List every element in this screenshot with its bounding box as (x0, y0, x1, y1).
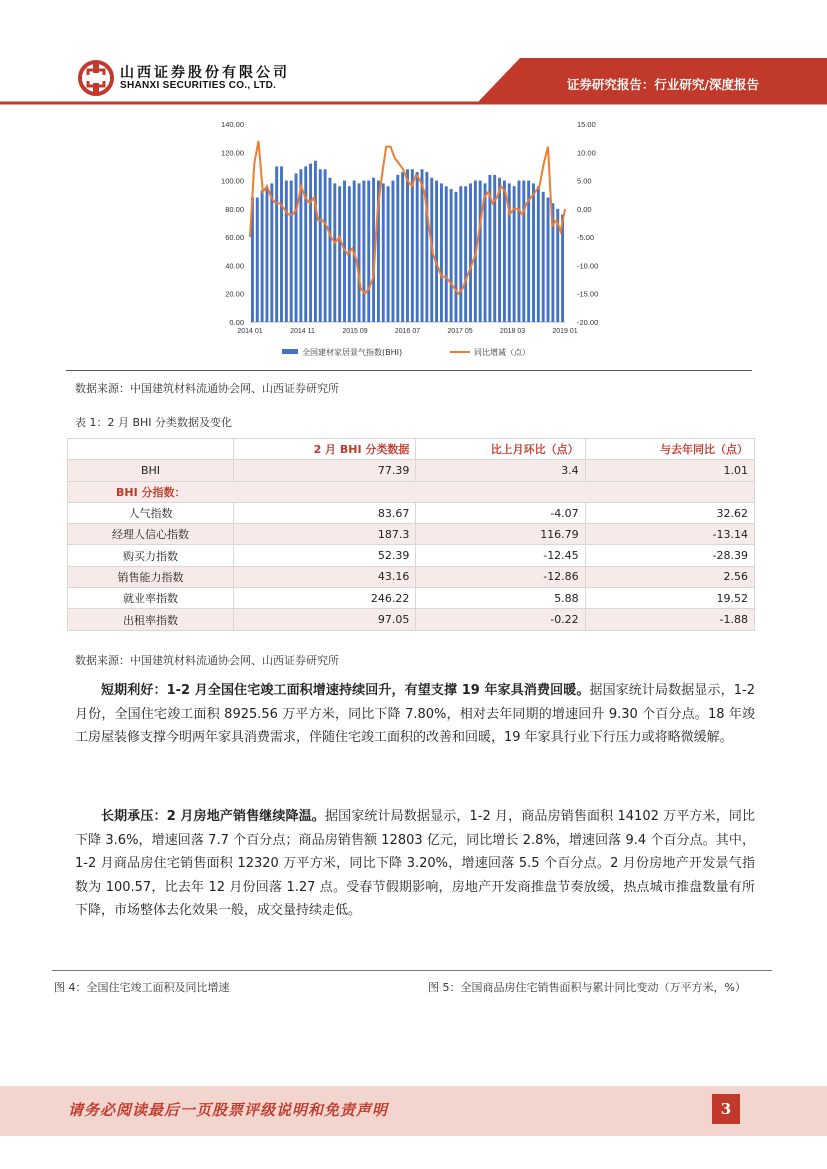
table-cell: 97.05 (234, 609, 416, 630)
bar-mark (425, 172, 428, 322)
bar-mark (304, 166, 307, 322)
bar-mark (367, 181, 370, 322)
page-header (0, 0, 827, 110)
bar-mark (435, 181, 438, 322)
row-label: BHI (68, 460, 234, 481)
report-type: 证券研究报告：行业研究/深度报告 (566, 77, 759, 92)
bar-mark (338, 186, 341, 322)
bar-mark (406, 169, 409, 322)
legend-bar-label: 全国建材家居景气指数(BHI) (302, 348, 403, 357)
bar-mark (450, 189, 453, 322)
bar-mark (518, 181, 521, 322)
row-label: 销售能力指数 (68, 566, 234, 587)
table-header-row (68, 439, 755, 460)
y-left-tick-label: 120.00 (221, 148, 244, 158)
table-cell: 116.79 (416, 524, 585, 545)
page-number: 3 (712, 1094, 740, 1124)
y-right-tick-label: -5.00 (577, 233, 595, 243)
table-cell: 2.56 (585, 566, 754, 587)
bar-mark (333, 183, 336, 322)
header-band (0, 0, 827, 110)
row-label: 人气指数 (68, 502, 234, 523)
bhi-table (67, 438, 755, 631)
bar-mark (547, 198, 550, 322)
y-right-tick-label: 10.00 (577, 148, 596, 158)
y-left-tick-label: 80.00 (225, 204, 244, 214)
bar-mark (382, 183, 385, 322)
chart-source: 数据来源：中国建筑材料流通协会网、山西证券研究所 (75, 382, 339, 395)
table-cell: 32.62 (585, 502, 754, 523)
table-cell: 77.39 (234, 460, 416, 481)
bar-mark (261, 190, 264, 322)
bar-mark (522, 181, 525, 322)
bar-mark (270, 183, 273, 322)
footer-disclaimer: 请务必阅读最后一页股票评级说明和免责声明 (68, 1101, 389, 1119)
bar-mark (362, 181, 365, 322)
paragraph-body: 据国家统计局数据显示，1-2 月，商品房销售面积 14102 万平方米，同比下降 3.6%，增速回落 7.7 个百分点；商品房销售额 12803 亿元，同比增长 2.8%，增速回落 9.4 个百分点。其中，1-2 月商品房住宅销售面积 12320 万平方米，同比下降 3.20%，增速回落 5.5 个百分点。2 月份房地产开发景气指数为 100.57，比去年 12 月份回落 1.27 点。受春节假期影响，房地产开发商推盘节奏放缓，热点城市推盘数量有所下降，市场整体去化效果一般，成交量持续走低。 (75, 809, 755, 919)
table-cell: 52.39 (234, 545, 416, 566)
x-tick-label: 2014 11 (290, 328, 315, 335)
row-label: 就业率指数 (68, 588, 234, 609)
bar-mark (358, 183, 361, 322)
y-left-tick-label: 0.00 (229, 318, 244, 327)
bar-mark (309, 164, 312, 322)
bar-mark (329, 178, 332, 322)
bar-mark (537, 186, 540, 322)
bar-mark (469, 183, 472, 322)
company-logo-icon (78, 60, 114, 96)
legend-bar-swatch (282, 349, 298, 354)
bar-mark (314, 161, 317, 322)
table-cell: 187.3 (234, 524, 416, 545)
table-cell: 19.52 (585, 588, 754, 609)
bar-mark (319, 169, 322, 322)
bar-mark (295, 174, 298, 323)
table-row (68, 460, 755, 481)
table-cell: 83.67 (234, 502, 416, 523)
y-right-tick-label: 15.00 (577, 120, 596, 129)
table-row (68, 545, 755, 566)
y-left-tick-label: 60.00 (225, 233, 244, 243)
bar-mark (396, 175, 399, 322)
company-name-en: SHANXI SECURITIES CO., LTD. (120, 80, 277, 91)
bhi-chart (210, 112, 599, 367)
y-right-tick-label: 5.00 (577, 176, 592, 186)
x-tick-label: 2016 07 (394, 328, 421, 335)
bar-mark (542, 192, 545, 322)
table-row (68, 524, 755, 545)
figure-4-caption: 图 4：全国住宅竣工面积及同比增速 (54, 981, 230, 994)
bar-mark (285, 181, 288, 322)
bar-mark (387, 186, 390, 322)
table-cell: -12.86 (416, 566, 585, 587)
table-caption: 表 1：2 月 BHI 分类数据及变化 (75, 416, 233, 429)
x-tick-label: 2014 01 (237, 328, 263, 335)
y-left-tick-label: 140.00 (221, 120, 244, 129)
bar-mark (513, 186, 516, 322)
paragraph-short-term (75, 679, 755, 750)
divider (52, 970, 772, 971)
bar-mark (411, 169, 414, 322)
paragraph-lead: 短期利好：1-2 月全国住宅竣工面积增速持续回升，有望支撑 19 年家具消费回暖。 (101, 683, 590, 698)
table-cell: 1.01 (585, 460, 754, 481)
bar-mark (324, 169, 327, 322)
bar-mark (266, 188, 269, 322)
header-cell: 与去年同比（点） (585, 439, 754, 460)
table-cell: 43.16 (234, 566, 416, 587)
legend-line-label: 同比增减（点） (474, 348, 530, 357)
figure-5-caption: 图 5：全国商品房住宅销售面积与累计同比变动（万平方米，%） (428, 981, 746, 994)
bar-mark (455, 192, 458, 322)
bar-mark (256, 198, 259, 322)
paragraph-lead: 长期承压：2 月房地产销售继续降温。 (101, 809, 325, 824)
table-cell: -4.07 (416, 502, 585, 523)
table-cell: -1.88 (585, 609, 754, 630)
bar-mark (445, 186, 448, 322)
table-row (68, 609, 755, 630)
table-cell: -13.14 (585, 524, 754, 545)
sub-index-title: BHI 分指数： (68, 481, 755, 502)
x-tick-label: 2015 09 (342, 328, 368, 335)
y-left-tick-label: 100.00 (221, 176, 244, 186)
x-tick-label: 2018 03 (499, 328, 526, 335)
table-source: 数据来源：中国建筑材料流通协会网、山西证券研究所 (75, 654, 339, 667)
y-right-tick-label: 0.00 (577, 204, 592, 214)
bar-mark (464, 186, 467, 322)
y-right-tick-label: -15.00 (577, 289, 599, 299)
bar-mark (532, 183, 535, 322)
company-name-cn: 山西证券股份有限公司 (120, 65, 290, 81)
y-right-tick-label: -10.00 (577, 261, 599, 271)
header-cell (68, 439, 234, 460)
divider (66, 370, 752, 371)
table-cell: 5.88 (416, 588, 585, 609)
table-cell: 246.22 (234, 588, 416, 609)
table-subheader-row (68, 481, 755, 502)
x-tick-label: 2017 05 (447, 328, 473, 335)
bar-mark (421, 169, 424, 322)
bar-mark (275, 166, 278, 322)
paragraph-long-term (75, 805, 755, 923)
row-label: 经理人信心指数 (68, 524, 234, 545)
table-cell: 3.4 (416, 460, 585, 481)
row-label: 购买力指数 (68, 545, 234, 566)
bar-mark (290, 181, 293, 322)
bar-mark (416, 172, 419, 322)
paragraph-body: 据国家统计局数据显示，1-2 月份，全国住宅竣工面积 8925.56 万平方米，同比下降 7.80%，相对去年同期的增速回升 9.30 个百分点。18 年竣工房屋装修支撑今明两年家具消费需求，伴随住宅竣工面积的改善和回暖，19 年家具行业下行压力或将略微缓解。 (75, 683, 755, 746)
y-left-tick-label: 20.00 (225, 289, 244, 299)
header-cell: 比上月环比（点） (416, 439, 585, 460)
bar-mark (392, 181, 395, 322)
bar-mark (503, 181, 506, 322)
x-tick-label: 2019 01 (552, 328, 578, 335)
table-cell: -0.22 (416, 609, 585, 630)
bar-mark (280, 166, 283, 322)
y-right-tick-label: -20.00 (577, 318, 599, 327)
table-row (68, 588, 755, 609)
table-cell: -28.39 (585, 545, 754, 566)
bar-mark (459, 186, 462, 322)
y-left-tick-label: 40.00 (225, 261, 244, 271)
bar-mark (498, 178, 501, 322)
bar-mark (493, 175, 496, 322)
table-cell: -12.45 (416, 545, 585, 566)
header-cell: 2 月 BHI 分类数据 (234, 439, 416, 460)
bar-mark (401, 172, 404, 322)
table-row (68, 566, 755, 587)
row-label: 出租率指数 (68, 609, 234, 630)
bar-mark (479, 181, 482, 322)
bar-mark (440, 183, 443, 322)
table-row (68, 502, 755, 523)
bhi-chart-svg (210, 112, 599, 367)
